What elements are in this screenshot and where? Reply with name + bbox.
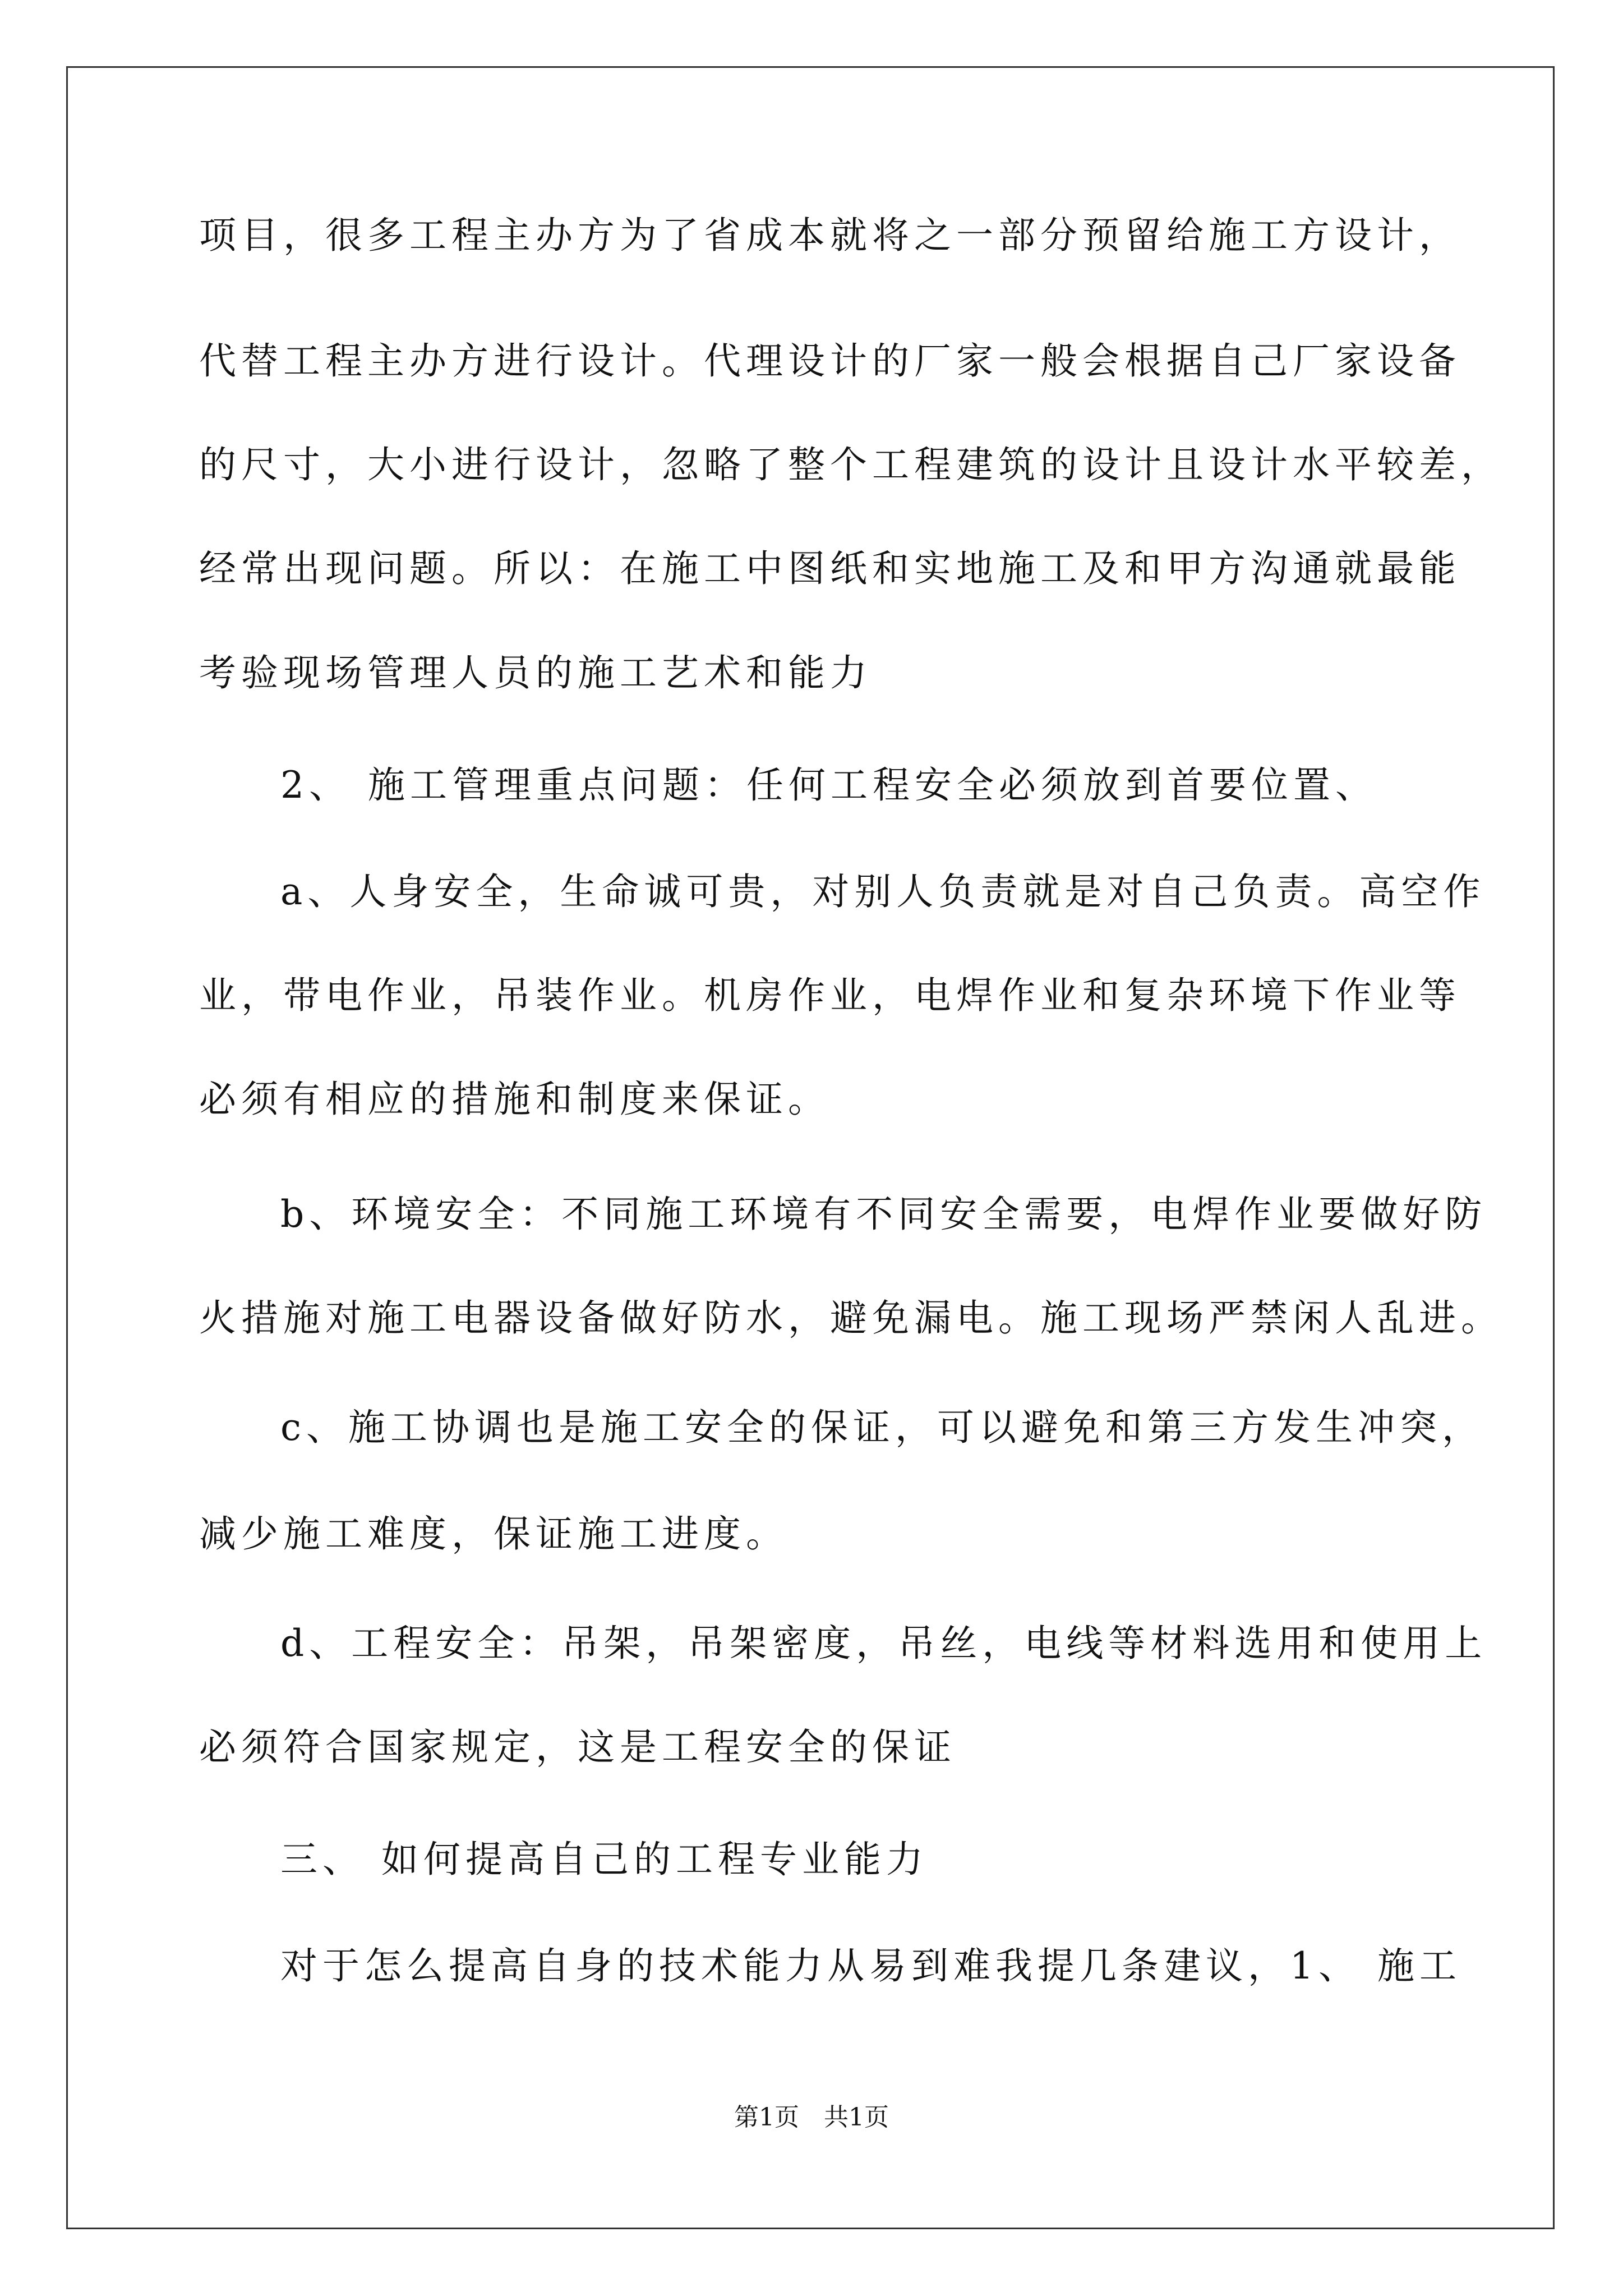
paragraph-line: 火措施对施工电器设备做好防水，避免漏电。施工现场严禁闲人乱进。: [199, 1296, 1503, 1340]
section-heading: 三、 如何提高自己的工程专业能力: [280, 1838, 928, 1881]
paragraph-line: 减少施工难度，保证施工进度。: [199, 1512, 788, 1556]
section-heading: 2、 施工管理重点问题：任何工程安全必须放到首要位置、: [280, 763, 1377, 807]
paragraph-line: 必须有相应的措施和制度来保证。: [199, 1078, 830, 1121]
paragraph-line: 业，带电作业，吊装作业。机房作业，电焊作业和复杂环境下作业等: [199, 974, 1461, 1017]
paragraph-line: 对于怎么提高自身的技术能力从易到难我提几条建议，1、 施工: [280, 1944, 1461, 1987]
paragraph-line: 必须符合国家规定，这是工程安全的保证: [199, 1726, 956, 1769]
paragraph-line: 经常出现问题。所以：在施工中图纸和实地施工及和甲方沟通就最能: [199, 547, 1461, 590]
paragraph-line: d、工程安全：吊架，吊架密度，吊丝，电线等材料选用和使用上: [280, 1622, 1487, 1665]
page-border: [66, 66, 1555, 2229]
page-footer: 第1页 共1页: [734, 2103, 889, 2132]
paragraph-line: a、人身安全，生命诚可贵，对别人负责就是对自己负责。高空作: [280, 870, 1486, 913]
paragraph-line: 项目，很多工程主办方为了省成本就将之一部分预留给施工方设计，: [199, 214, 1461, 257]
paragraph-line: c、施工协调也是施工安全的保证，可以避免和第三方发生冲突，: [280, 1406, 1484, 1449]
paragraph-line: 的尺寸，大小进行设计，忽略了整个工程建筑的设计且设计水平较差，: [199, 443, 1503, 486]
paragraph-line: 考验现场管理人员的施工艺术和能力: [199, 651, 872, 694]
paragraph-line: 代替工程主办方进行设计。代理设计的厂家一般会根据自己厂家设备: [199, 339, 1461, 383]
paragraph-line: b、环境安全：不同施工环境有不同安全需要，电焊作业要做好防: [280, 1193, 1487, 1236]
